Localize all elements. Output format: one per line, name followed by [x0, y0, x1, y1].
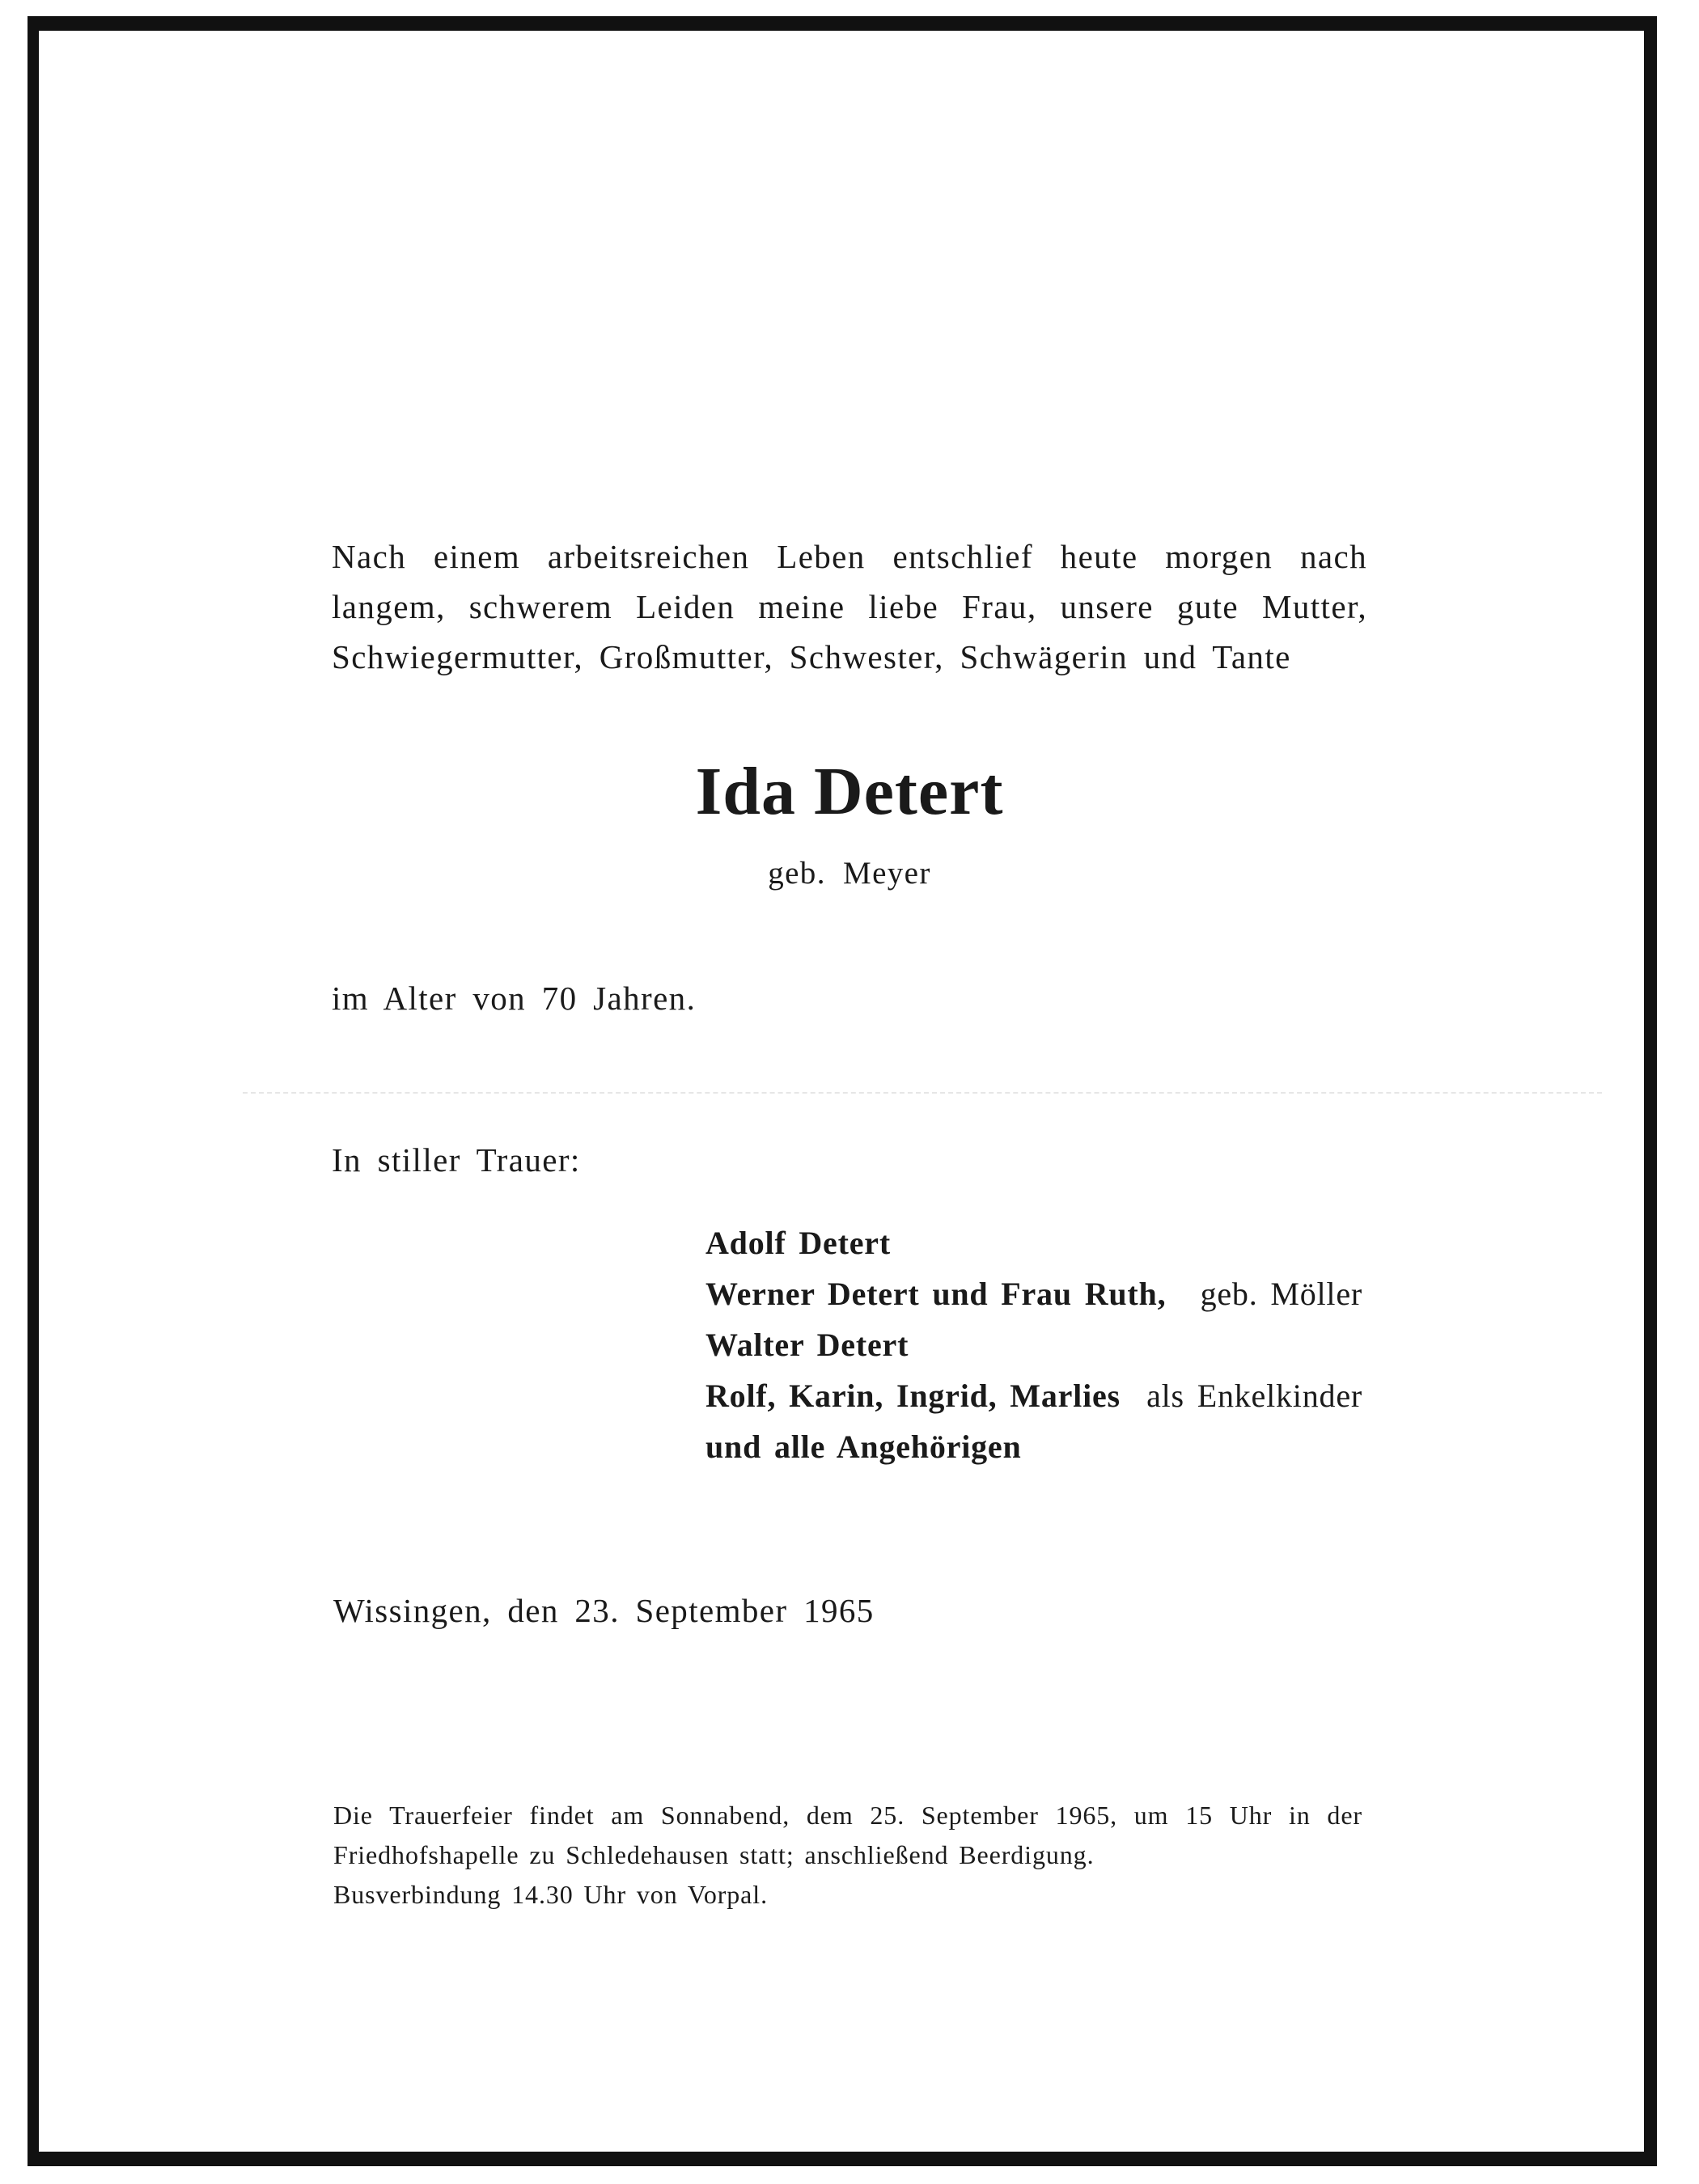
- mourner-name: Adolf Detert: [705, 1225, 891, 1261]
- mourning-heading: In stiller Trauer:: [332, 1141, 581, 1179]
- mourner-name: Werner Detert und Frau Ruth,: [705, 1276, 1167, 1312]
- funeral-info: [333, 1796, 1362, 1915]
- fold-line: [243, 1092, 1602, 1094]
- mourner-item: [705, 1370, 1362, 1421]
- intro-line-2: langem, schwerem Leiden meine liebe Frau, unsere gute Mutter,: [332, 588, 1367, 625]
- age-line: im Alter von 70 Jahren.: [332, 980, 697, 1017]
- mourner-name: Walter Detert: [705, 1327, 909, 1363]
- intro-line-3: Schwiegermutter, Großmutter, Schwester, Schwägerin und Tante: [332, 638, 1291, 675]
- mourner-item: [705, 1217, 1362, 1268]
- deceased-name: Ida Detert: [695, 754, 1004, 829]
- intro-line-1: Nach einem arbeitsreichen Leben entschlief heute morgen nach: [332, 538, 1367, 575]
- place-date: Wissingen, den 23. September 1965: [333, 1592, 875, 1629]
- mourner-note: als Enkelkinder: [1146, 1378, 1362, 1414]
- mourner-item: [705, 1319, 1362, 1370]
- mourner-name: und alle Angehörigen: [705, 1428, 1022, 1465]
- funeral-line-2: Friedhofshapelle zu Schledehausen statt; anschließend Beerdigung.: [333, 1840, 1095, 1869]
- mourner-item: [705, 1421, 1362, 1472]
- funeral-line-1: Die Trauerfeier findet am Sonnabend, dem 25. September 1965, um 15 Uhr in der: [333, 1801, 1362, 1830]
- mourners-list: [705, 1217, 1362, 1472]
- maiden-name: geb. Meyer: [768, 856, 931, 891]
- mourner-name: Rolf, Karin, Ingrid, Marlies: [705, 1378, 1121, 1414]
- funeral-line-3: Busverbindung 14.30 Uhr von Vorpal.: [333, 1880, 768, 1909]
- mourner-note: geb. Möller: [1200, 1276, 1362, 1312]
- mourner-item: [705, 1268, 1362, 1319]
- intro-text: [332, 531, 1367, 682]
